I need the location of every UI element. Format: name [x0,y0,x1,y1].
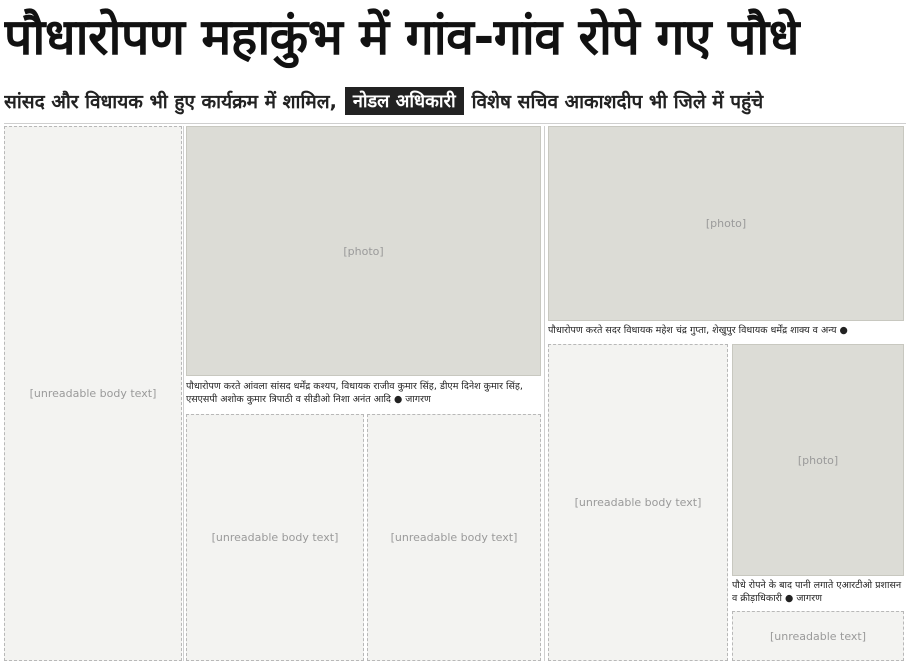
photo-watering-sapling: [photo] [732,344,904,576]
article-body-column-left: [unreadable body text] [4,126,182,661]
photo-saplings-planting: [photo] [186,126,541,376]
photo-officials-planting: [photo] [548,126,904,321]
caption-photo-one: पौधारोपण करते आंवला सांसद धर्मेंद्र कश्यप, विधायक राजीव कुमार सिंह, डीएम दिनेश कुमार सिंह, एसएसपी अशोक कुमार त्रिपाठी व सीडीओ निशा अनंत आदि ● जागरण [186,381,523,405]
article-body-column-tail: [unreadable text] [732,611,904,661]
article-body-column-middle-left: [unreadable body text] [186,414,364,661]
header-rule [4,123,906,124]
subheadline-before: सांसद और विधायक भी हुए कार्यक्रम में शामिल, [4,91,337,113]
column-rule-2 [544,126,545,661]
caption-photo-three: पौधे रोपने के बाद पानी लगाते एआरटीओ प्रशासन व क्रीड़ाधिकारी ● जागरण [732,580,902,604]
headline: पौधारोपण महाकुंभ में गांव-गांव रोपे गए पौधे [4,8,800,66]
subheadline-boxed: नोडल अधिकारी [345,87,464,115]
caption-photo-two: पौधारोपण करते सदर विधायक महेश चंद्र गुप्ता, शेखुपुर विधायक धर्मेंद्र शाक्य व अन्य ● [548,325,848,336]
article-body-column-right: [unreadable body text] [548,344,728,661]
column-rule-1 [183,126,184,661]
subheadline-after: विशेष सचिव आकाशदीप भी जिले में पहुंचे [471,91,764,113]
subheadline [4,82,906,120]
article-body-column-middle-right: [unreadable body text] [367,414,541,661]
